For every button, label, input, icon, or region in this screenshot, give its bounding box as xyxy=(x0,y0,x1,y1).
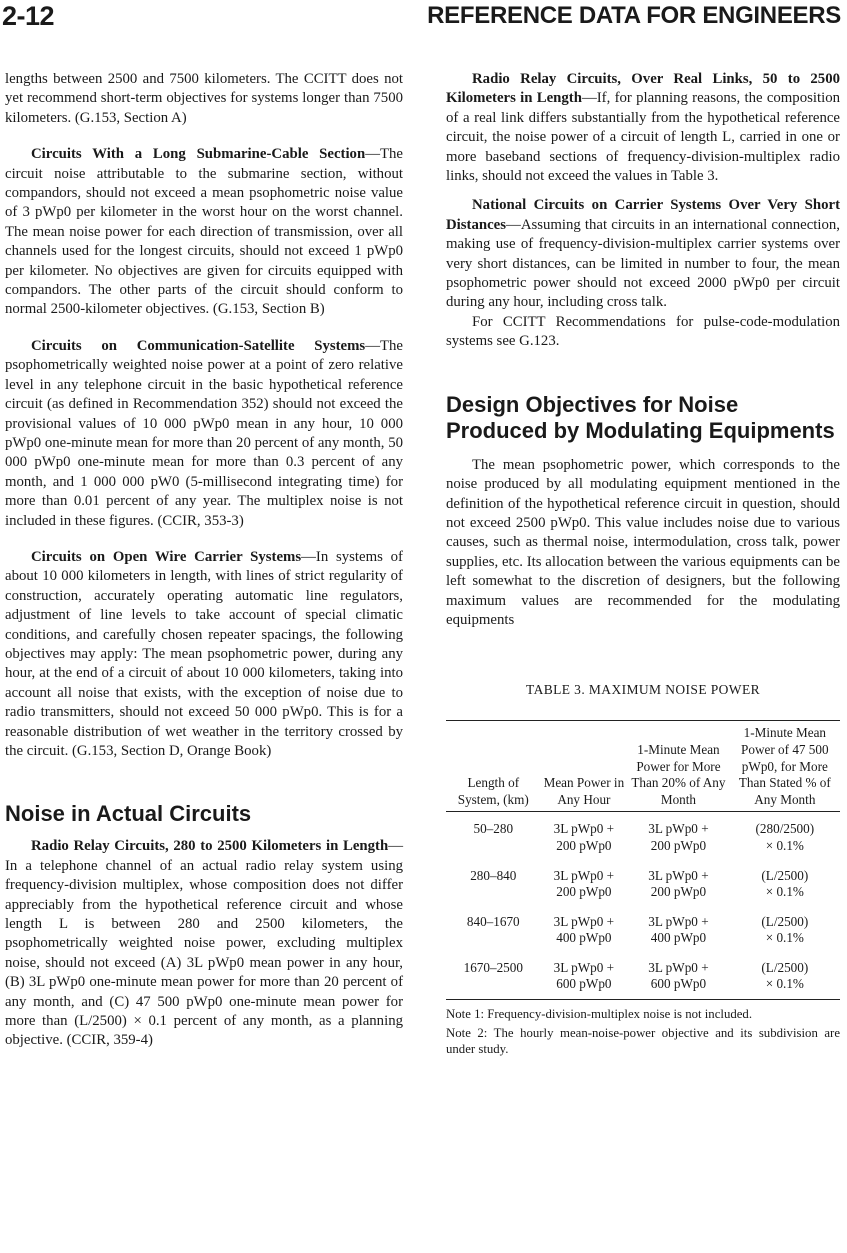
column-header-hour: Mean Power in Any Hour xyxy=(543,775,625,807)
cell-hour xyxy=(541,907,628,953)
cell-line: 400 pWp0 xyxy=(650,930,707,946)
table-row xyxy=(446,861,840,907)
cell-length: 840–1670 xyxy=(466,913,520,929)
cell-month20 xyxy=(627,907,729,953)
table-caption: TABLE 3. MAXIMUM NOISE POWER xyxy=(526,682,760,698)
cell-line: (280/2500) xyxy=(755,821,815,837)
cell-line: 3L pWp0 + xyxy=(553,867,615,883)
section-heading-design-objectives: Design Objectives for Noise Produced by Modulating Equipments xyxy=(446,391,835,443)
cell-stated xyxy=(730,953,840,1000)
column-header-length: Length of System, (km) xyxy=(457,775,529,807)
table-row xyxy=(446,812,840,861)
cell-line: (L/2500) xyxy=(761,913,809,929)
cell-line: (L/2500) xyxy=(761,959,809,975)
column-header-20pct: 1-Minute Mean Power for More Than 20% of Any Month xyxy=(631,741,726,807)
cell-line: 200 pWp0 xyxy=(650,837,707,853)
paragraph: lengths between 2500 and 7500 kilometers. The CCITT does not yet recommend short-term objectives for systems longer than 7500 kilometers. (G.153, Section A) xyxy=(5,71,403,126)
cell-line: × 0.1% xyxy=(765,976,804,992)
paragraph-modulating: The mean psophometric power, which corresponds to the noise produced by all modulating equipment mentioned in the definition of the hypothetical reference circuit in question, should not exceed 2500 pWp0. This value includes noise due to various causes, such as thermal noise, intermodulation, cross talk, power supplies, etc. Its allocation between the various equipments can be left somewhat to the discretion of designers, but the following maximum values are recommended for the modulating equipments xyxy=(446,456,840,628)
run-in-heading: National Circuits on Carrier Systems Over Very Short Distances xyxy=(446,197,840,233)
column-header-stated: 1-Minute Mean Power of 47 500 pWp0, for More Than Stated % of Any Month xyxy=(738,725,831,807)
cell-month20 xyxy=(627,812,729,861)
run-in-heading: Circuits With a Long Submarine-Cable Section xyxy=(31,146,366,163)
section-heading-noise-actual: Noise in Actual Circuits xyxy=(5,801,252,827)
cell-line: 400 pWp0 xyxy=(556,930,612,946)
paragraph-satellite xyxy=(5,337,403,531)
table-bottom-rule xyxy=(446,1000,840,1001)
paragraph-submarine xyxy=(5,145,403,320)
paragraph-national xyxy=(446,196,840,312)
cell-line: 200 pWp0 xyxy=(556,837,612,853)
cell-hour xyxy=(541,953,628,1000)
cell-stated xyxy=(730,812,840,861)
cell-hour xyxy=(541,861,628,907)
table-rule-cell xyxy=(446,1000,840,1001)
cell-length: 280–840 xyxy=(470,867,517,883)
run-in-heading: Circuits on Open Wire Carrier Systems xyxy=(31,548,302,565)
noise-power-table xyxy=(446,720,840,1000)
table-row xyxy=(446,907,840,953)
cell-line: 3L pWp0 + xyxy=(648,867,709,883)
cell-line: 3L pWp0 + xyxy=(648,913,709,929)
paragraph-text: —Assuming that circuits in an international connection, making use of frequency-division-multiplex carrier systems over very short distances, can be limited in number to four, the mean psophometric power should not exceed 2000 pWp0 per circuit during any hour, including cross talk. xyxy=(446,216,840,311)
run-in-heading: Circuits on Communication-Satellite Systems xyxy=(31,337,366,354)
cell-line: 600 pWp0 xyxy=(556,976,612,992)
cell-stated xyxy=(730,861,840,907)
table-header-row xyxy=(446,721,840,812)
paragraph-text: —In a telephone channel of an actual radio relay system using frequency-division multiplex, whose composition does not differ appreciably from the hypothetical reference circuit and whose length L is between 280 and 2500 kilometers, the psophometrically weighted noise power, excluding multiplex noise, should not exceed (A) 3L pWp0 mean power in any hour, (B) 3L pWp0 one-minute mean power for more than 20 percent of any month, and (C) 47 500 pWp0 one-minute mean power for more than (L/2500) × 0.1 percent of any month, as a planning objective. (CCIR, 359-4) xyxy=(5,838,403,1049)
cell-stated xyxy=(730,907,840,953)
cell-line: 200 pWp0 xyxy=(650,884,707,900)
right-column xyxy=(446,70,840,1058)
cell-month20 xyxy=(627,953,729,1000)
cell-line: 3L pWp0 + xyxy=(553,959,615,975)
paragraph-text: —If, for planning reasons, the composition of a real link differs substantially from the hypothetical reference circuit, the noise power of a circuit of length L, carried in one or more baseband sections of frequency-division-multiplex radio links, should not exceed the values in Table 3. xyxy=(446,90,840,185)
run-in-heading: Radio Relay Circuits, 280 to 2500 Kilometers in Length xyxy=(31,838,389,855)
cell-line: × 0.1% xyxy=(765,837,804,853)
running-title: REFERENCE DATA FOR ENGINEERS xyxy=(427,2,841,29)
cell-line: 200 pWp0 xyxy=(556,884,612,900)
cell-length: 50–280 xyxy=(473,821,514,837)
cell-length: 1670–2500 xyxy=(463,959,523,975)
page-number: 2-12 xyxy=(2,1,55,31)
paragraph-open-wire xyxy=(5,548,403,761)
paragraph-real-links xyxy=(446,70,840,186)
paragraph-text: —In systems of about 10 000 kilometers in length, with lines of strict regularity of construction, accurately operating automatic line regulators, adjustment of line levels to take account of special climatic conditions, and carefully chosen repeater spacings, the following objectives may apply: The mean psophometric power, during any hour, at the end of a circuit of about 10 000 kilometers, taking into account all noise that exists, with the exception of noise due to radio transmitters, should not exceed 50 000 pWp0. This is for a reasonable distribution of wet weather in the territory crossed by the circuit. (G.153, Section D, Orange Book) xyxy=(5,548,403,759)
run-in-heading: Radio Relay Circuits, Over Real Links, 50 to 2500 Kilometers in Length xyxy=(446,71,840,107)
table-note-2: Note 2: The hourly mean-noise-power objective and its subdivision are under study. xyxy=(446,1026,840,1057)
cell-line: 3L pWp0 + xyxy=(553,821,615,837)
page-header xyxy=(0,0,847,36)
table-note-1: Note 1: Frequency-division-multiplex noise is not included. xyxy=(446,1007,753,1022)
cell-line: (L/2500) xyxy=(761,867,809,883)
paragraph-pcm: For CCITT Recommendations for pulse-code-modulation systems see G.123. xyxy=(446,313,840,350)
cell-hour xyxy=(541,812,628,861)
table-row xyxy=(446,953,840,1000)
left-column xyxy=(5,70,403,1051)
cell-line: 3L pWp0 + xyxy=(648,821,709,837)
cell-line: 3L pWp0 + xyxy=(648,959,709,975)
cell-line: × 0.1% xyxy=(765,930,804,946)
paragraph-text: —The psophometrically weighted noise power at a point of zero relative level in any telephone circuit in the basic hypothetical reference circuit (as defined in Recommendation 352) should not exceed the provisional values of 10 000 pWp0 mean in any hour, 10 000 pWp0 one-minute mean for more than 20 percent of any month, 50 000 pWp0 one-minute mean for more than 0.3 percent of any month, and 1 000 000 pW0 (5-millisecond integrating time) for more than 0.01 percent of any year. The multiplex noise is not included in these figures. (CCIR, 353-3) xyxy=(5,337,403,529)
paragraph-text: —The circuit noise attributable to the submarine section, without compandors, should not exceed a mean psophometric noise value of 3 pWp0 per kilometer in the worst hour on the worst channel. The mean noise power for each direction of transmission, over all channels used for the longest circuits, should not exceed 1 pWp0 per kilometer. No objectives are given for circuits equipped with compandors. The other parts of the circuit should conform to normal 2500-kilometer objectives. (G.153, Section B) xyxy=(5,146,403,318)
cell-month20 xyxy=(627,861,729,907)
cell-line: 600 pWp0 xyxy=(650,976,707,992)
cell-line: × 0.1% xyxy=(765,884,804,900)
paragraph-radio-relay xyxy=(5,837,403,1050)
cell-line: 3L pWp0 + xyxy=(553,913,615,929)
